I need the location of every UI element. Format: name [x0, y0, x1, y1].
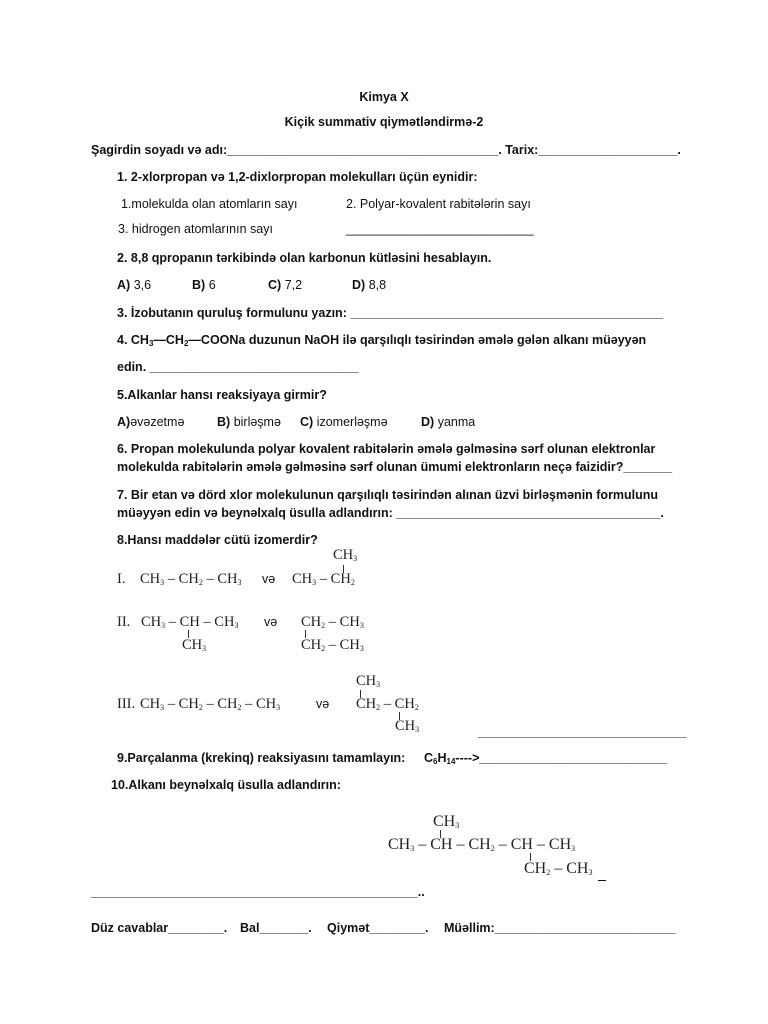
q1-option-1: 1.molekulda olan atomların sayı — [121, 197, 298, 211]
question-6-line-2: molekulda rabitələrin əmələ gəlməsinə sərf olunan ümumi elektronların neçə faizidir?_______ — [117, 460, 673, 474]
formula-3-left: $CH_3 - CH_2 - CH_2 - CH_3$ — [140, 696, 281, 712]
q2-option-b: B) 6 — [192, 278, 216, 292]
q2-option-a: A) 3,6 — [117, 278, 152, 292]
question-7: 7. Bir etan və dörd xlor molekulunun qarşılıqlı təsirindən alınan üzvi birləşmənin formulunu — [117, 488, 659, 502]
roman-numeral-2: II. — [117, 614, 131, 630]
q8-answer-blank: ______________________________ — [478, 725, 687, 739]
formula-1-right: $CH_3 - CH_2$ — [292, 571, 355, 587]
conjunction-3: və — [316, 697, 330, 711]
roman-numeral-1: I. — [117, 571, 126, 587]
q5-option-a: A)əvəzetmə — [117, 415, 185, 429]
question-3: 3. İzobutanın quruluş formulunu yazın: _____________________________________________ — [117, 306, 664, 320]
q1-option-2: 2. Polyar-kovalent rabitələrin sayı — [346, 197, 531, 211]
formula-1-left: $CH_3 - CH_2 - CH_3$ — [140, 571, 242, 587]
q5-option-d: D) yanma — [421, 415, 476, 429]
q10-formula-bottom: $CH_2 - CH_3$ — [524, 860, 593, 877]
conjunction-2: və — [264, 615, 278, 629]
question-8: 8.Hansı maddələr cütü izomerdir? — [117, 533, 318, 547]
formula-3-right-bottom: $CH_3$ — [395, 718, 420, 734]
question-1: 1. 2-xlorpropan və 1,2-dixlorpropan molekulları üçün eynidir: — [117, 170, 478, 184]
question-2: 2. 8,8 qpropanın tərkibində olan karbonun kütləsini hesablayın. — [117, 251, 492, 265]
q10-formula-top: $CH_3$ — [433, 813, 460, 830]
points-field: Bal_______. — [240, 921, 312, 935]
question-9: 9.Parçalanma (krekinq) reaksiyasını tamamlayın: — [117, 751, 406, 765]
q5-option-b: B) birləşmə — [217, 415, 281, 429]
correct-answers-field: Düz cavablar________. — [91, 921, 228, 935]
q10-formula-main: $CH_3$ – CH – $CH_2$ – CH – $CH_3$ — [388, 836, 576, 853]
page-title: Kimya X — [359, 90, 409, 104]
formula-2-right-top: $CH_2 - CH_3$ — [301, 614, 364, 630]
formula-3-right-top: $CH_3$ — [356, 673, 381, 689]
question-6: 6. Propan molekulunda polyar kovalent rabitələrin əmələ gəlməsinə sərf olunan elektronlar — [117, 442, 656, 456]
grade-field: Qiymət________. — [327, 921, 429, 935]
q2-option-d: D) 8,8 — [352, 278, 387, 292]
question-5: 5.Alkanlar hansı reaksiyaya girmir? — [117, 388, 327, 402]
question-7-line-2: müəyyən edin və beynəlxalq üsulla adlandırın: ______________________________________. — [117, 506, 664, 520]
conjunction-1: və — [262, 572, 276, 586]
question-4: 4. $CH_3—CH_2—COONa$ duzunun NaOH ilə qarşılıqlı təsirindən əmələ gələn alkanı müəyyən — [117, 333, 647, 348]
question-10: 10.Alkanı beynəlxalq üsulla adlandırın: — [111, 778, 341, 792]
q2-option-c: C) 7,2 — [268, 278, 303, 292]
student-info-line: Şagirdin soyadı və adı:_______________________________________. Tarix:____________________. — [91, 143, 681, 157]
q1-option-3: 3. hidrogen atomlarının sayı — [118, 222, 273, 236]
formula-2-left: $CH_3$ – CH – $CH_3$ — [141, 614, 239, 630]
q5-option-c: C) izomerləşmə — [300, 415, 388, 429]
teacher-field: Müəllim:__________________________ — [444, 921, 676, 935]
page-subtitle: Kiçik summativ qiymətləndirmə-2 — [284, 115, 484, 129]
formula-2-left-branch: $CH_3$ — [182, 637, 207, 653]
formula-3-right-mid: $CH_2 - CH_2$ — [356, 696, 419, 712]
q10-answer-blank: _______________________________________________.. — [91, 885, 425, 899]
formula-1-right-branch: $CH_3$ — [333, 547, 358, 563]
question-4-line-2: edin. ______________________________ — [117, 360, 359, 374]
q1-answer-blank: ___________________________ — [346, 222, 534, 236]
q9-formula: $C_6H_{14}---->\_\_\_\_\_\_\_\_\_\_\_\_\_\_\_\_\_\_\_\_\_\_\_\_\_\_\_$ — [424, 751, 668, 766]
formula-2-right-bottom: $CH_2 - CH_3$ — [301, 637, 364, 653]
formula-underline — [598, 880, 606, 881]
roman-numeral-3: III. — [117, 696, 136, 712]
